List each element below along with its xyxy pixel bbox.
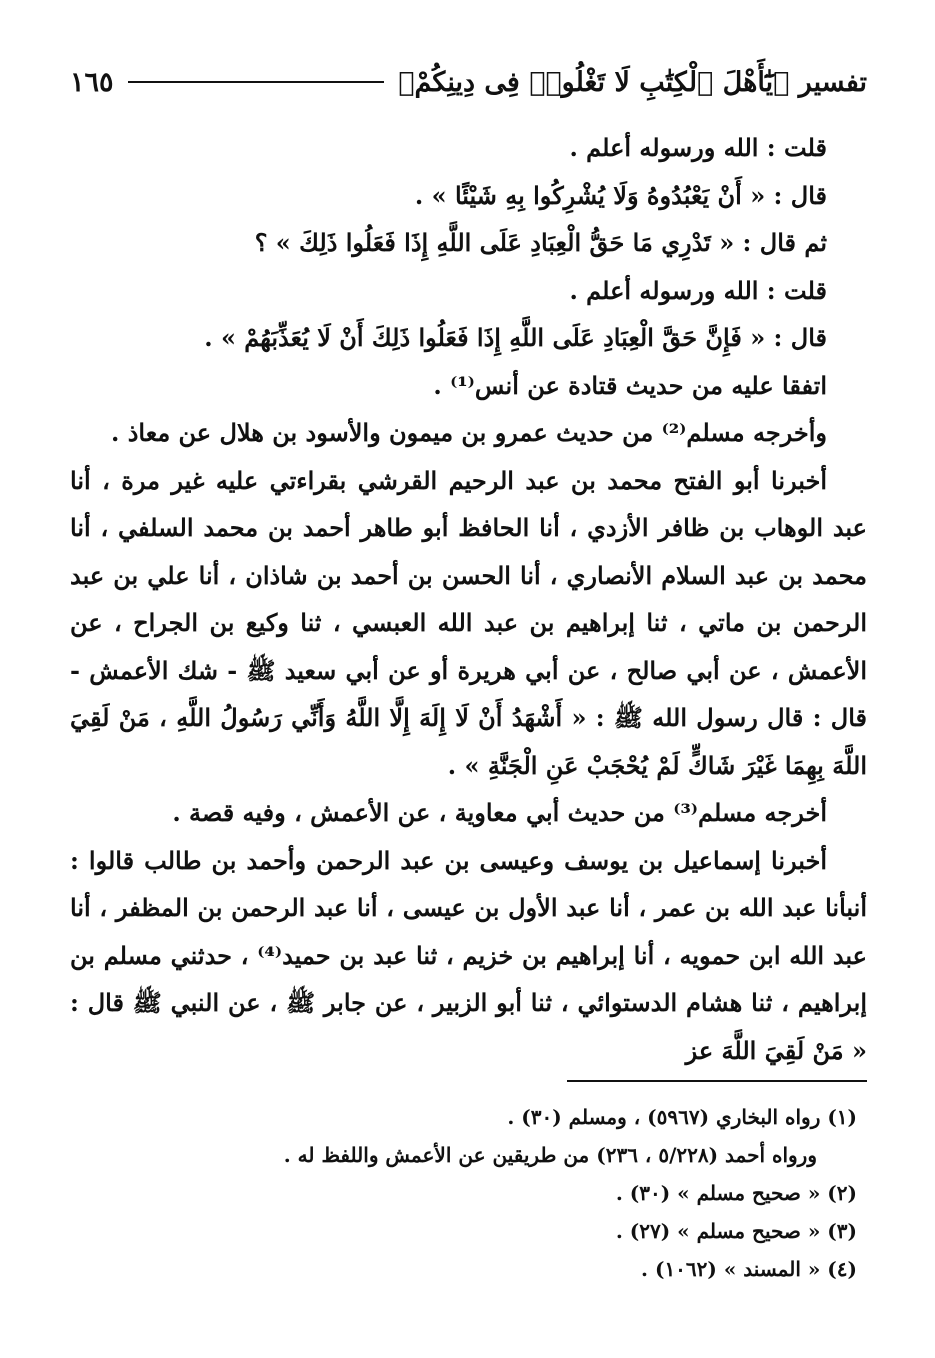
running-title: تفسير ﴿يَٰٓأَهْلَ ٱلْكِتَٰبِ لَا تَغْلُوا۟ فِى دِينِكُمْ﴾ <box>398 66 867 98</box>
text-line: اتفقا عليه من حديث قتادة عن أنس⁽¹⁾ . <box>433 370 827 400</box>
footnotes <box>70 1098 867 1288</box>
footnote-separator <box>567 1080 867 1082</box>
page-number: ١٦٥ <box>70 66 114 98</box>
paragraph: أخبرنا أبو الفتح محمد بن عبد الرحيم القرشي بقراءتي عليه غير مرة ، أنا عبد الوهاب بن ظافر الأزدي ، أنا الحافظ أبو طاهر أحمد بن محمد السلفي ، أنا محمد بن عبد السلام الأنصاري ، أنا الحسن بن أحمد بن شاذان ، أنا علي بن عبد الرحمن بن ماتي ، ثنا إبراهيم بن عبد الله العبسي ، ثنا وكيع بن الجراح ، عن الأعمش ، عن أبي صالح ، عن أبي هريرة أو عن أبي سعيد ﷺ - شك الأعمش - قال : قال رسول الله ﷺ : « أَشْهَدُ أَنْ لَا إِلَهَ إِلَّا اللَّهُ وَأَنِّي رَسُولُ اللَّهِ ، مَنْ لَقِيَ اللَّهَ بِهِمَا غَيْرَ شَاكٍّ لَمْ يُحْجَبْ عَنِ الْجَنَّةِ » . <box>70 465 867 780</box>
paragraph: أخرجه مسلم⁽³⁾ من حديث أبي معاوية ، عن الأعمش ، وفيه قصة . <box>172 798 827 827</box>
main-text <box>70 124 867 1074</box>
footnote: ورواه أحمد (٥/٢٢٨ ، ٢٣٦) من طريقين عن الأعمش واللفظ له . <box>283 1143 817 1167</box>
text-line: قال : « فَإِنَّ حَقَّ الْعِبَادِ عَلَى اللَّهِ إِذَا فَعَلُوا ذَلِكَ أَنْ لَا يُعَذِّبَهُمْ » . <box>204 323 827 352</box>
footnote: (١) رواه البخاري (٥٩٦٧) ، ومسلم (٣٠) . <box>507 1105 857 1129</box>
text-line: ثم قال : « تَدْرِي مَا حَقُّ الْعِبَادِ عَلَى اللَّهِ إِذَا فَعَلُوا ذَلِكَ » ؟ <box>254 228 827 257</box>
text-line: قال : « أَنْ يَعْبُدُوهُ وَلَا يُشْرِكُوا بِهِ شَيْئًا » . <box>414 180 827 210</box>
text-line: قلت : الله ورسوله أعلم . <box>569 133 827 162</box>
page-header <box>70 62 867 102</box>
footnote: (٢) « صحيح مسلم » (٣٠) . <box>615 1181 857 1205</box>
text-line: قلت : الله ورسوله أعلم . <box>569 275 827 305</box>
paragraph: وأخرجه مسلم⁽²⁾ من حديث عمرو بن ميمون والأسود بن هلال عن معاذ . <box>111 418 827 447</box>
header-rule <box>128 81 385 83</box>
footnote: (٤) « المسند » (١٠٦٢) . <box>641 1257 857 1281</box>
paragraph: أخبرنا إسماعيل بن يوسف وعيسى بن عبد الرحمن وأحمد بن طالب قالوا : أنبأنا عبد الله بن عمر ، أنا عبد الأول بن عيسى ، أنا عبد الرحمن بن المظفر ، أنا عبد الله ابن حمويه ، أنا إبراهيم بن خزيم ، ثنا عبد بن حميد⁽⁴⁾ ، حدثني مسلم بن إبراهيم ، ثنا هشام الدستوائي ، ثنا أبو الزبير ، عن جابر ﷺ ، عن النبي ﷺ قال : « مَنْ لَقِيَ اللَّهَ عز <box>70 845 867 1065</box>
footnote: (٣) « صحيح مسلم » (٢٧) . <box>615 1219 857 1243</box>
